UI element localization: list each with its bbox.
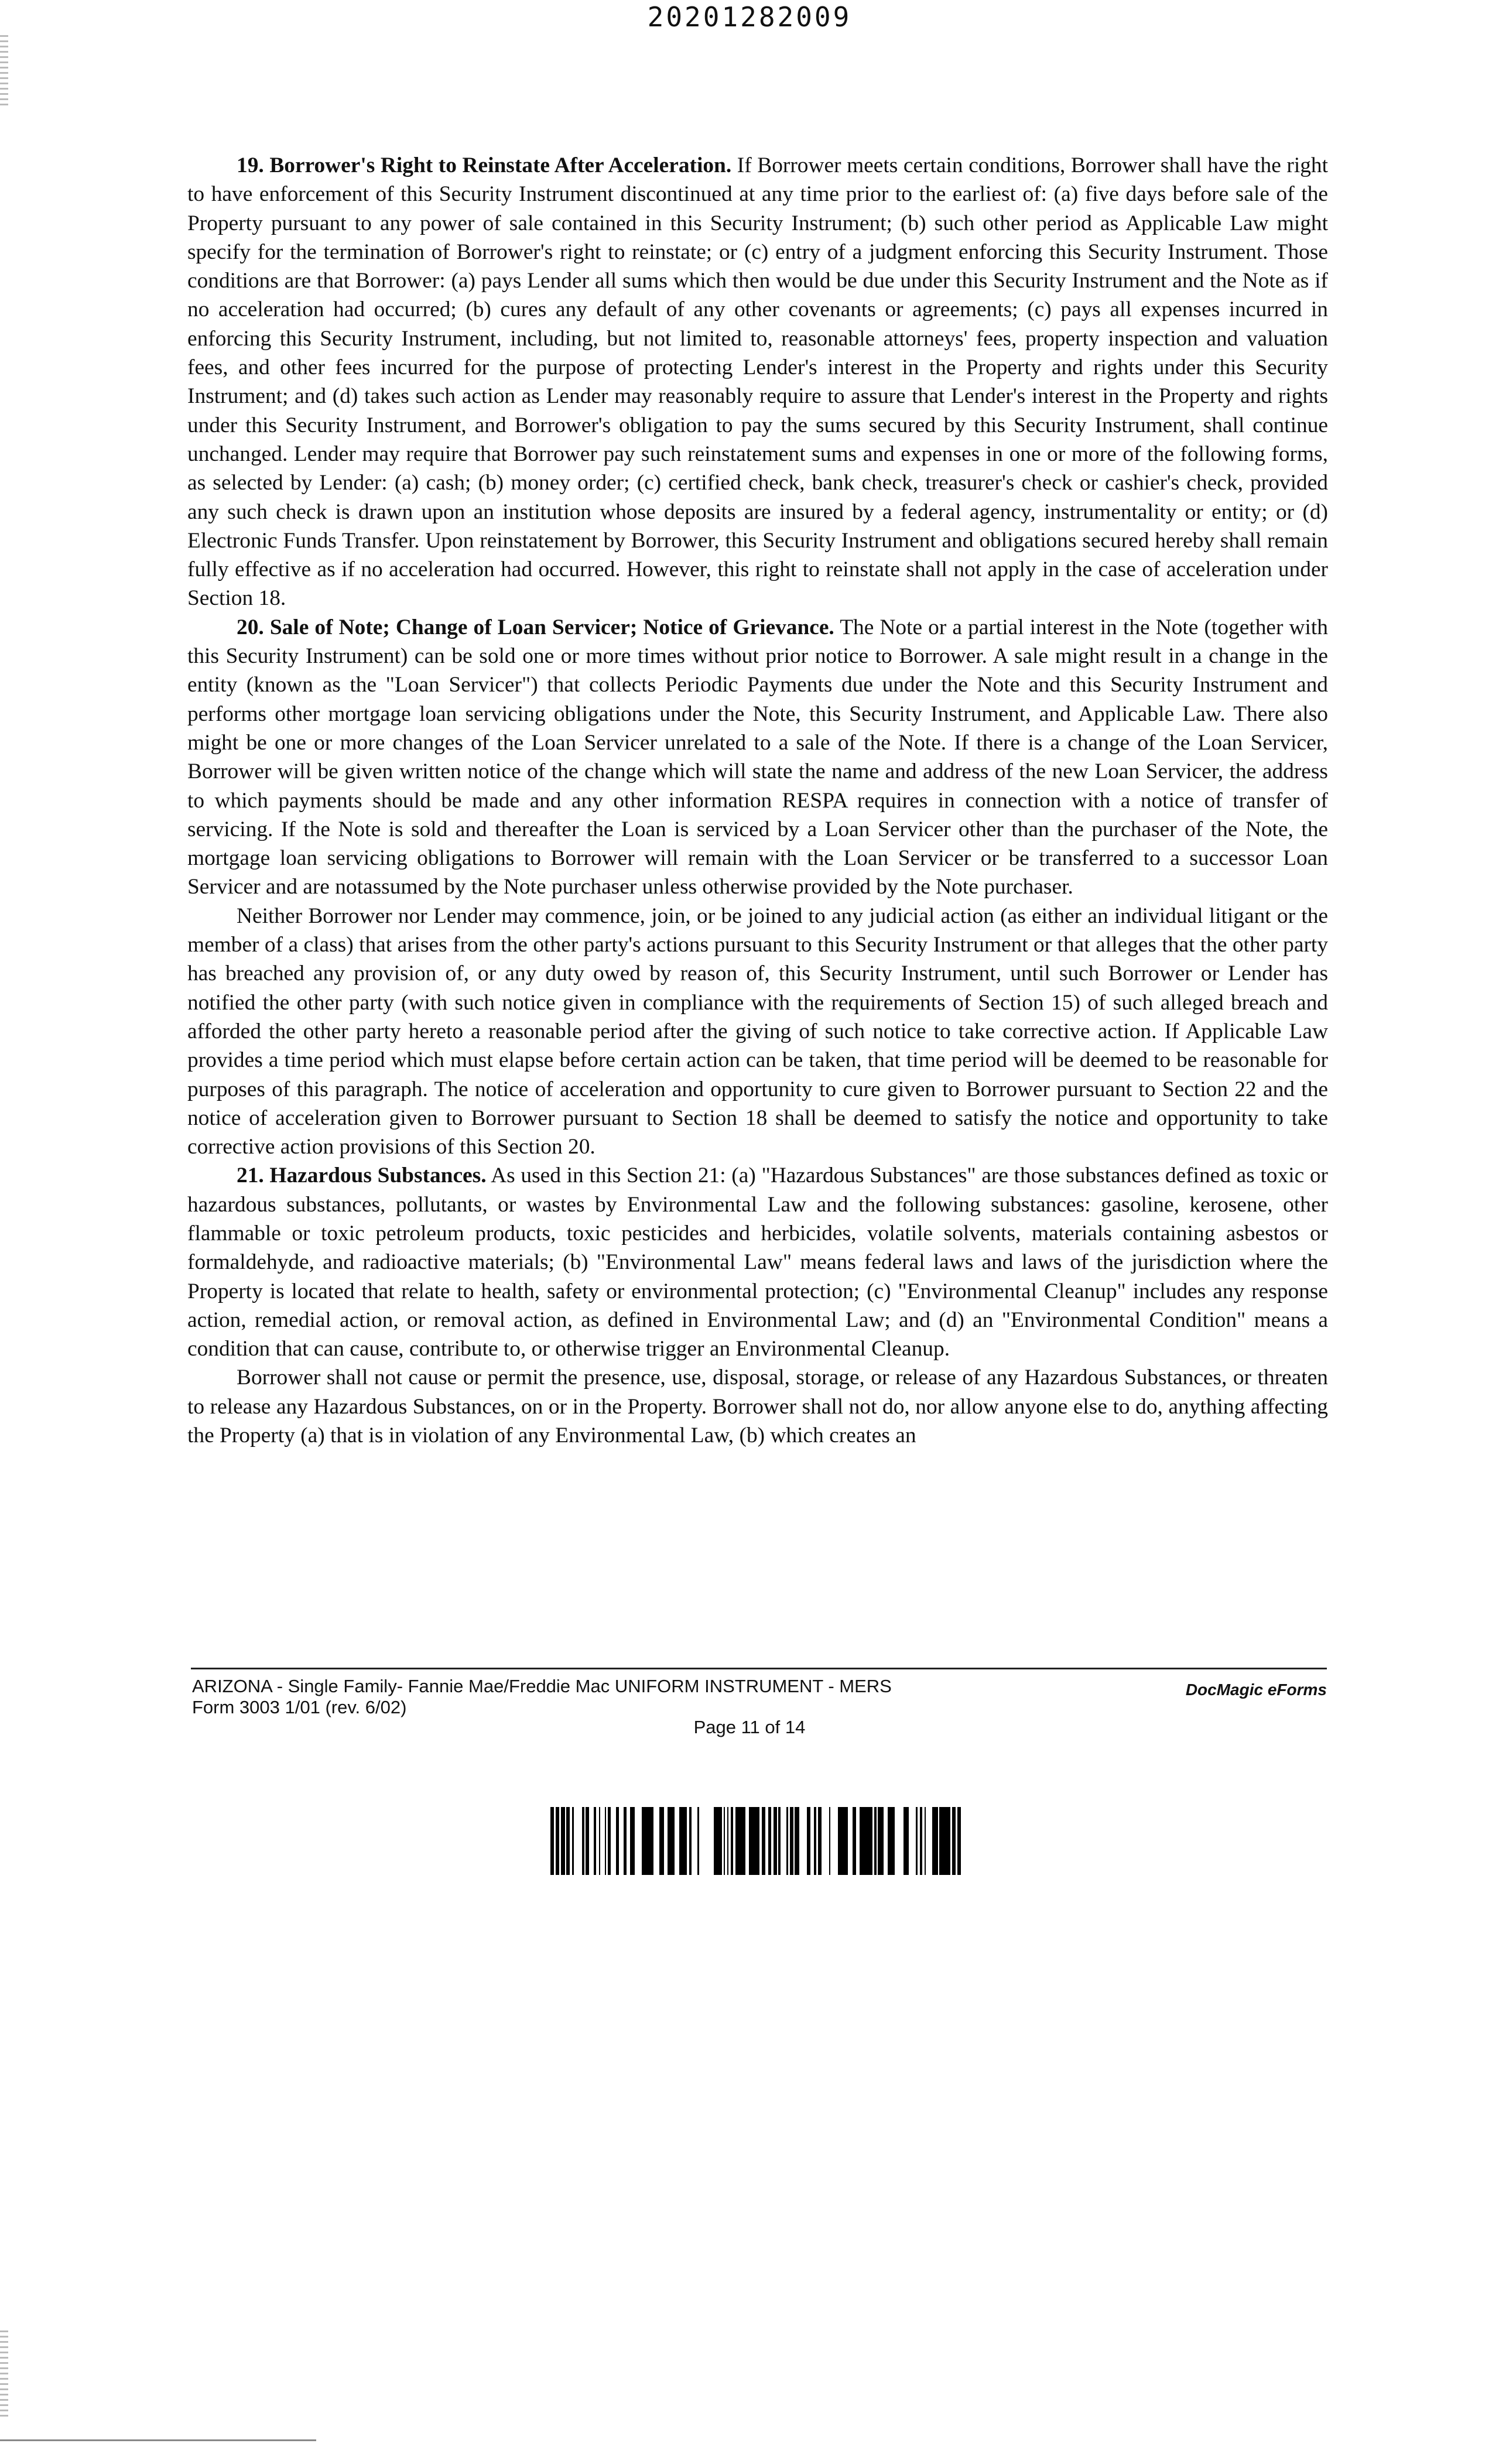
- section-20-paragraph-2: Neither Borrower nor Lender may commence, join, or be joined to any judicial action (as either an individual litigant or the member of a class) that arises from the other party's actions pursuant to this Security Instrument or that alleges that the other party has breached any provision of, or any duty owed by reason of, this Security Instrument, until such Borrower or Lender has notified the other party (with such notice given in compliance with the requirements of Section 15) of such alleged breach and afforded the other party hereto a reasonable period after the giving of such notice to take corrective action. If Applicable Law provides a time period which must elapse before certain action can be taken, that time period will be deemed to be reasonable for purposes of this paragraph. The notice of acceleration and opportunity to cure given to Borrower pursuant to Section 22 and the notice of acceleration given to Borrower pursuant to Section 18 shall be deemed to satisfy the notice and opportunity to take corrective action provisions of this Section 20.: [187, 904, 1328, 1159]
- footer-form-info: [192, 1676, 892, 1718]
- footer-divider: [191, 1668, 1327, 1669]
- barcode: [550, 1807, 972, 1875]
- footer-form-line1: ARIZONA - Single Family- Fannie Mae/Freddie Mac UNIFORM INSTRUMENT - MERS: [192, 1676, 892, 1696]
- scan-edge-mark: [0, 35, 8, 105]
- page-number: Page 11 of 14: [693, 1717, 806, 1737]
- section-21-heading: 21. Hazardous Substances.: [237, 1163, 487, 1188]
- document-number: 20201282009: [647, 1, 852, 33]
- section-19-heading: 19. Borrower's Right to Reinstate After Acceleration.: [237, 153, 732, 177]
- section-21-paragraph: [187, 1161, 1328, 1363]
- docmagic-logo: DocMagic eForms: [1185, 1681, 1327, 1699]
- scan-edge-mark: [0, 2330, 8, 2418]
- section-20-paragraph: [187, 613, 1328, 902]
- section-19-text: If Borrower meets certain conditions, Borrower shall have the right to have enforcement of this Security Instrument discontinued at any time prior to the earliest of: (a) five days before sale of the Property pursuant to any power of sale contained in this Security Instrument; (b) such other period as Applicable Law might specify for the termination of Borrower's right to reinstate; or (c) entry of a judgment enforcing this Security Instrument. Those conditions are that Borrower: (a) pays Lender all sums which then would be due under this Security Instrument and the Note as if no acceleration had occurred; (b) cures any default of any other covenants or agreements; (c) pays all expenses incurred in enforcing this Security Instrument, including, but not limited to, reasonable attorneys' fees, property inspection and valuation fees, and other fees incurred for the purpose of protecting Lender's interest in the Property and rights under this Security Instrument; and (d) takes such action as Lender may reasonably require to assure that Lender's interest in the Property and rights under this Security Instrument, and Borrower's obligation to pay the sums secured by this Security Instrument, shall continue unchanged. Lender may require that Borrower pay such reinstatement sums and expenses in one or more of the following forms, as selected by Lender: (a) cash; (b) money order; (c) certified check, bank check, treasurer's check or cashier's check, provided any such check is drawn upon an institution whose deposits are insured by a federal agency, instrumentality or entity; or (d) Electronic Funds Transfer. Upon reinstatement by Borrower, this Security Instrument and obligations secured hereby shall remain fully effective as if no acceleration had occurred. However, this right to reinstate shall not apply in the case of acceleration under Section 18.: [187, 153, 1328, 611]
- scan-bottom-line: [0, 2439, 316, 2441]
- section-21-text: As used in this Section 21: (a) "Hazardous Substances" are those substances defined as toxic or hazardous substances, pollutants, or wastes by Environmental Law and the following substances: gasoline, kerosene, other flammable or toxic petroleum products, toxic pesticides and herbicides, volatile solvents, materials containing asbestos or formaldehyde, and radioactive materials; (b) "Environmental Law" means federal laws and laws of the jurisdiction where the Property is located that relate to health, safety or environmental protection; (c) "Environmental Cleanup" includes any response action, remedial action, or removal action, as defined in Environmental Law; and (d) an "Environmental Condition" means a condition that can cause, contribute to, or otherwise trigger an Environmental Cleanup.: [187, 1163, 1328, 1361]
- section-20-text: The Note or a partial interest in the Note (together with this Security Instrument) can be sold one or more times without prior notice to Borrower. A sale might result in a change in the entity (known as the "Loan Servicer") that collects Periodic Payments due under the Note and this Security Instrument and performs other mortgage loan servicing obligations under the Note, this Security Instrument, and Applicable Law. There also might be one or more changes of the Loan Servicer unrelated to a sale of the Note. If there is a change of the Loan Servicer, Borrower will be given written notice of the change which will state the name and address of the new Loan Servicer, the address to which payments should be made and any other information RESPA requires in connection with a notice of transfer of servicing. If the Note is sold and thereafter the Loan is serviced by a Loan Servicer other than the purchaser of the Note, the mortgage loan servicing obligations to Borrower will remain with the Loan Servicer or be transferred to a successor Loan Servicer and are notassumed by the Note purchaser unless otherwise provided by the Note purchaser.: [187, 615, 1328, 899]
- section-19-paragraph: [187, 151, 1328, 613]
- footer-form-line2: Form 3003 1/01 (rev. 6/02): [192, 1697, 407, 1717]
- document-body: [187, 151, 1328, 1450]
- section-21-paragraph-2: Borrower shall not cause or permit the presence, use, disposal, storage, or release of any Hazardous Substances, or threaten to release any Hazardous Substances, on or in the Property. Borrower shall not do, nor allow anyone else to do, anything affecting the Property (a) that is in violation of any Environmental Law, (b) which creates an: [187, 1366, 1328, 1448]
- section-20-heading: 20. Sale of Note; Change of Loan Servicer; Notice of Grievance.: [237, 615, 834, 639]
